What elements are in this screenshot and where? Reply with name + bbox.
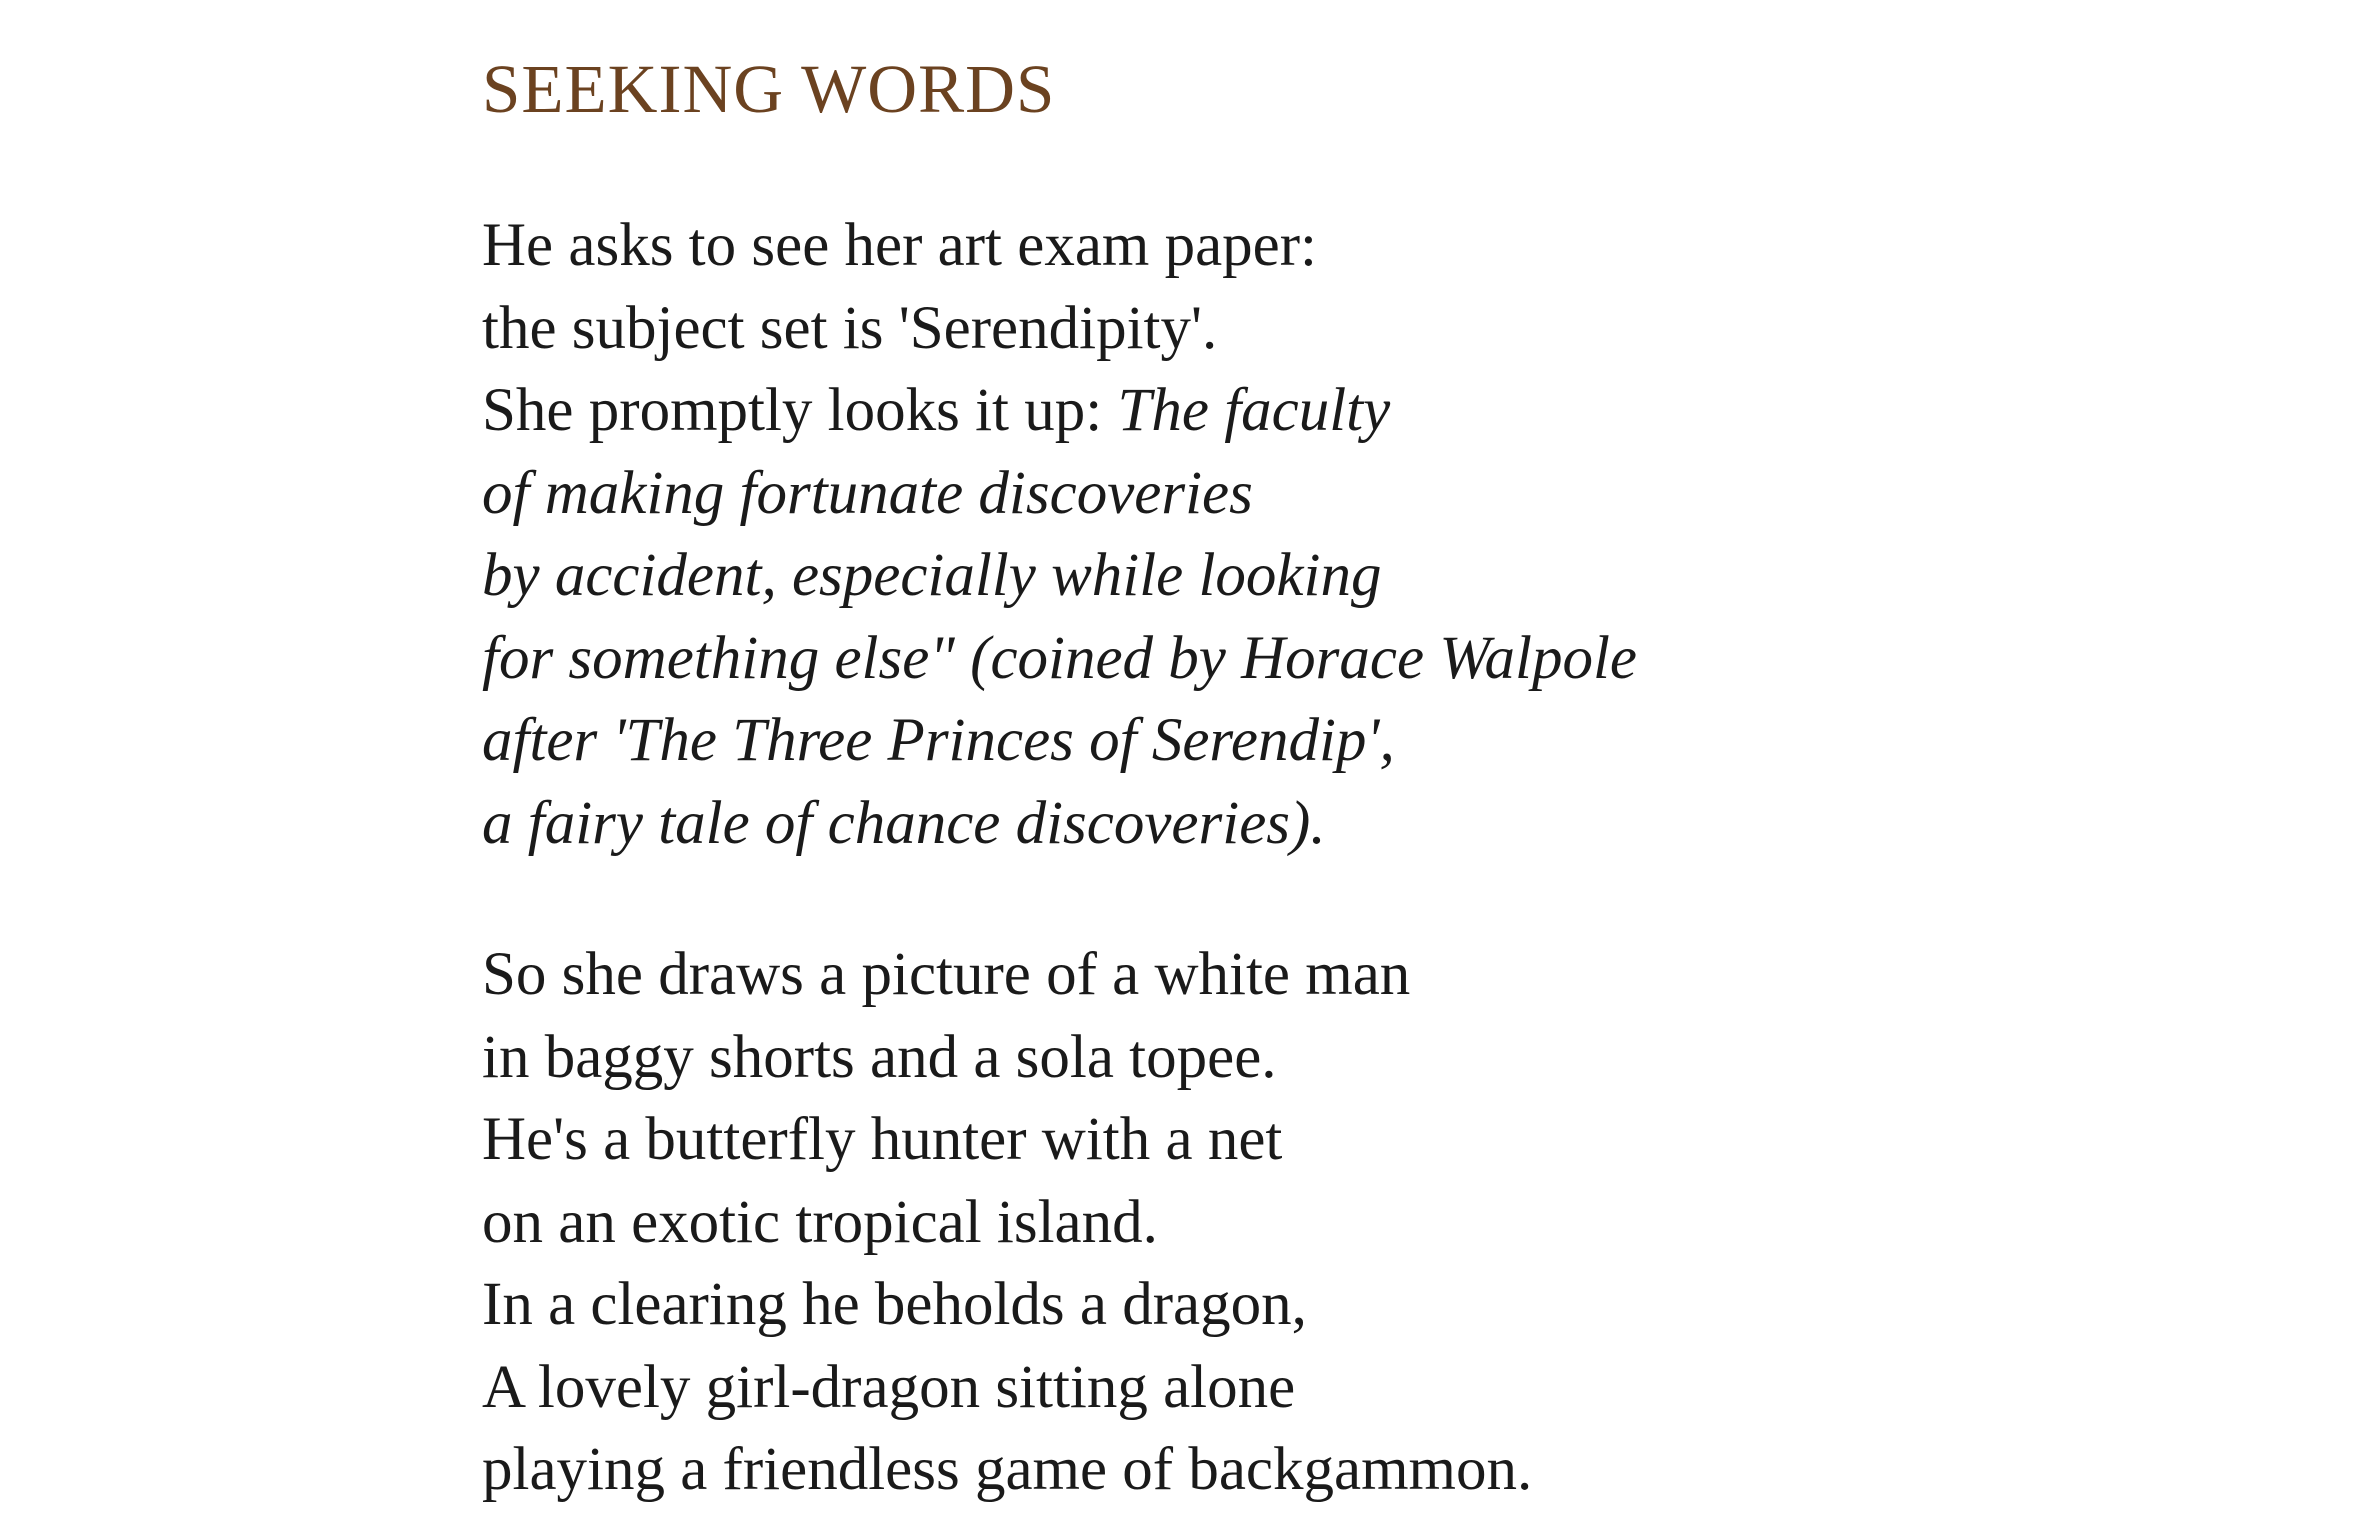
poem-line: a fairy tale of chance discoveries).	[482, 789, 1326, 857]
poem-line: playing a friendless game of backgammon.	[482, 1436, 1533, 1503]
poem-line-italic: The faculty	[1117, 377, 1391, 444]
poem-line-plain: She promptly looks it up:	[482, 377, 1118, 444]
poem-page	[482, 0, 2182, 1535]
poem-line: by accident, especially while looking	[482, 542, 1382, 609]
poem-line: after 'The Three Princes of Serendip',	[482, 707, 1395, 774]
poem-line: for something else" (coined by Horace Walpole	[482, 624, 1638, 692]
poem-line: on an exotic tropical island.	[482, 1188, 1158, 1256]
poem-line: So she draws a picture of a white man	[482, 941, 1411, 1008]
poem-line: He's a butterfly hunter with a net	[482, 1106, 1283, 1173]
poem-line	[482, 370, 1637, 453]
poem-line: in baggy shorts and a sola topee.	[482, 1023, 1277, 1091]
poem-line: In a clearing he beholds a dragon,	[482, 1271, 1307, 1338]
poem-line: A lovely girl-dragon sitting alone	[482, 1353, 1296, 1421]
poem-line: the subject set is 'Serendipity'.	[482, 294, 1218, 362]
stanza-2	[482, 934, 1532, 1512]
poem-line: He asks to see her art exam paper:	[482, 212, 1317, 279]
stanza-1	[482, 205, 1637, 865]
poem-line: of making fortunate discoveries	[482, 459, 1253, 527]
poem-title: SEEKING WORDS	[482, 51, 1056, 127]
